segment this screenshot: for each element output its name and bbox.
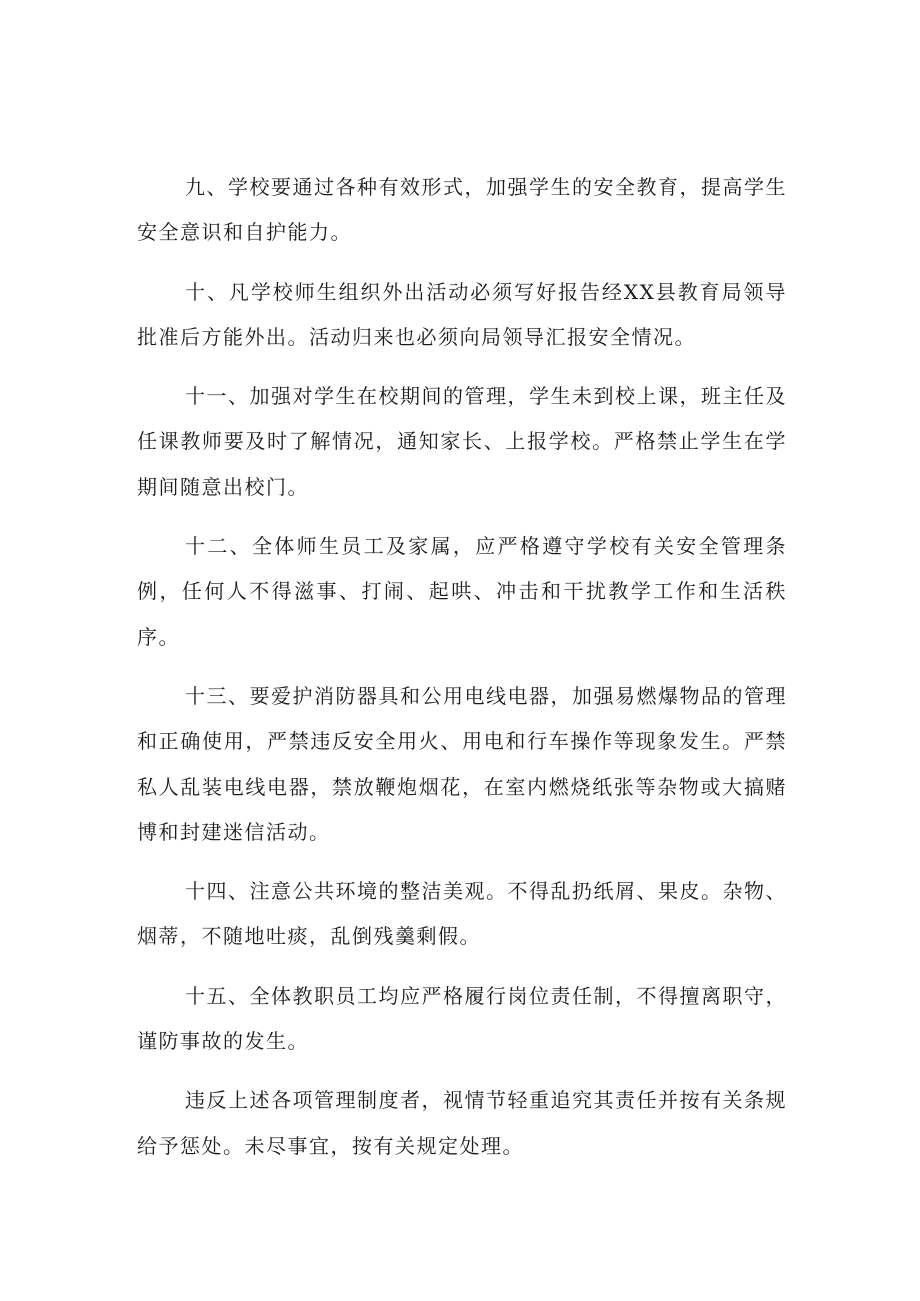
paragraph-item-12: 十二、全体师生员工及家属，应严格遵守学校有关安全管理条例，任何人不得滋事、打闹、起哄、冲击和干扰教学工作和生活秩序。 bbox=[137, 534, 787, 649]
paragraph-item-10: 十、凡学校师生组织外出活动必须写好报告经XX县教育局领导批准后方能外出。活动归来也必须向局领导汇报安全情况。 bbox=[137, 279, 787, 349]
paragraph-item-11: 十一、加强对学生在校期间的管理，学生未到校上课，班主任及任课教师要及时了解情况，通知家长、上报学校。严格禁止学生在学期间随意出校门。 bbox=[137, 384, 787, 499]
paragraph-closing: 违反上述各项管理制度者，视情节轻重追究其责任并按有关条规给予惩处。未尽事宜，按有关规定处理。 bbox=[137, 1088, 787, 1158]
paragraph-item-13: 十三、要爱护消防器具和公用电线电器，加强易燃爆物品的管理和正确使用，严禁违反安全用火、用电和行车操作等现象发生。严禁私人乱装电线电器，禁放鞭炮烟花，在室内燃烧纸张等杂物或大搞赌博和封建迷信活动。 bbox=[137, 683, 787, 844]
paragraph-item-9: 九、学校要通过各种有效形式，加强学生的安全教育，提高学生安全意识和自护能力。 bbox=[137, 175, 787, 245]
document-body bbox=[137, 165, 787, 1183]
paragraph-item-14: 十四、注意公共环境的整洁美观。不得乱扔纸屑、果皮。杂物、烟蒂，不随地吐痰，乱倒残羹剩假。 bbox=[137, 879, 787, 949]
paragraph-item-15: 十五、全体教职员工均应严格履行岗位责任制，不得擅离职守，谨防事故的发生。 bbox=[137, 983, 787, 1054]
